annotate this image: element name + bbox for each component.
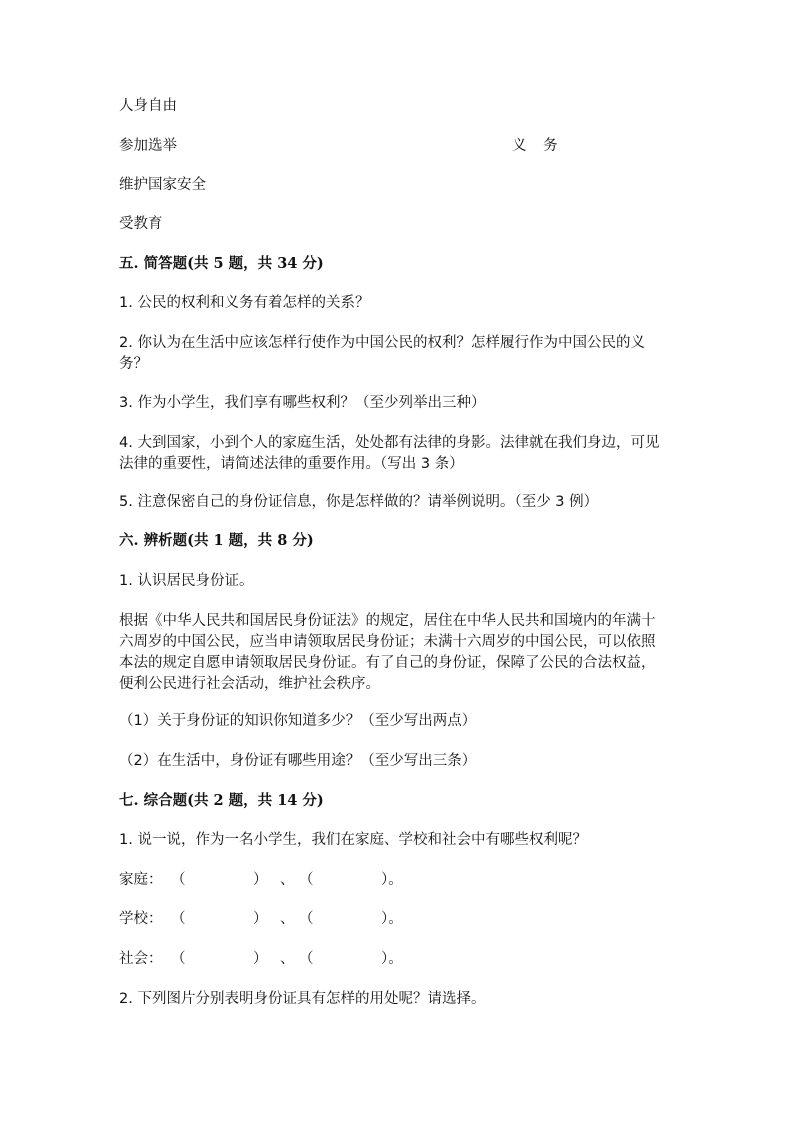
question: 1. 公民的权利和义务有着怎样的关系？ xyxy=(119,295,370,311)
separator: 、 xyxy=(280,951,295,967)
close-paren: ）。 xyxy=(381,872,403,888)
sub-question: （1）关于身份证的知识你知道多少？（至少写出两点） xyxy=(119,713,477,729)
open-paren: （ xyxy=(299,872,314,888)
match-left-item: 维护国家安全 xyxy=(119,177,206,193)
question: 2. 你认为在生活中应该怎样行使作为中国公民的权利？怎样履行作为中国公民的义务？ xyxy=(119,335,645,372)
answer-row-society xyxy=(119,949,519,969)
close-paren: ） xyxy=(253,951,268,967)
question: 2. 下列图片分别表明身份证具有怎样的用处呢？请选择。 xyxy=(119,991,486,1007)
question: 1. 认识居民身份证。 xyxy=(119,573,254,589)
passage: 根据《中华人民共和国居民身份证法》的规定，居住在中华人民共和国境内的年满十六周岁的中国公民，应当申请领取居民身份证；未满十六周岁的中国公民，可以依照本法的规定自愿申请领取居民身份证。有了自己的身份证，保障了公民的合法权益，便利公民进行社会活动，维护社会秩序。 xyxy=(119,613,656,692)
close-paren: ） xyxy=(253,872,268,888)
answer-row-school xyxy=(119,909,519,929)
row-label: 学校： xyxy=(119,911,163,927)
match-left-item: 受教育 xyxy=(119,216,163,232)
match-left-item: 参加选举 xyxy=(119,138,177,154)
section-heading: 五. 简答题(共 5 题，共 34 分) xyxy=(119,255,324,272)
match-right-item: 义 务 xyxy=(512,138,564,154)
question: 5. 注意保密自己的身份证信息，你是怎样做的？请举例说明。（至少 3 例） xyxy=(119,494,599,510)
close-paren: ） xyxy=(253,911,268,927)
section-heading: 六. 辨析题(共 1 题，共 8 分) xyxy=(119,532,314,549)
sub-question: （2）在生活中，身份证有哪些用途？（至少写出三条） xyxy=(119,753,477,769)
question: 3. 作为小学生，我们享有哪些权利？（至少列举出三种） xyxy=(119,395,486,411)
row-label: 社会： xyxy=(119,951,163,967)
open-paren: （ xyxy=(171,911,186,927)
close-paren: ）。 xyxy=(381,951,403,967)
answer-row-family xyxy=(119,870,519,890)
match-left-item: 人身自由 xyxy=(119,98,177,114)
open-paren: （ xyxy=(299,951,314,967)
separator: 、 xyxy=(280,911,295,927)
section-heading: 七. 综合题(共 2 题，共 14 分) xyxy=(119,792,324,809)
separator: 、 xyxy=(280,872,295,888)
row-label: 家庭： xyxy=(119,872,163,888)
open-paren: （ xyxy=(171,872,186,888)
open-paren: （ xyxy=(171,951,186,967)
open-paren: （ xyxy=(299,911,314,927)
question: 1. 说一说，作为一名小学生，我们在家庭、学校和社会中有哪些权利呢？ xyxy=(119,832,587,848)
question: 4. 大到国家，小到个人的家庭生活，处处都有法律的身影。法律就在我们身边，可见法律的重要性，请简述法律的重要作用。（写出 3 条） xyxy=(119,435,660,472)
close-paren: ）。 xyxy=(381,911,403,927)
